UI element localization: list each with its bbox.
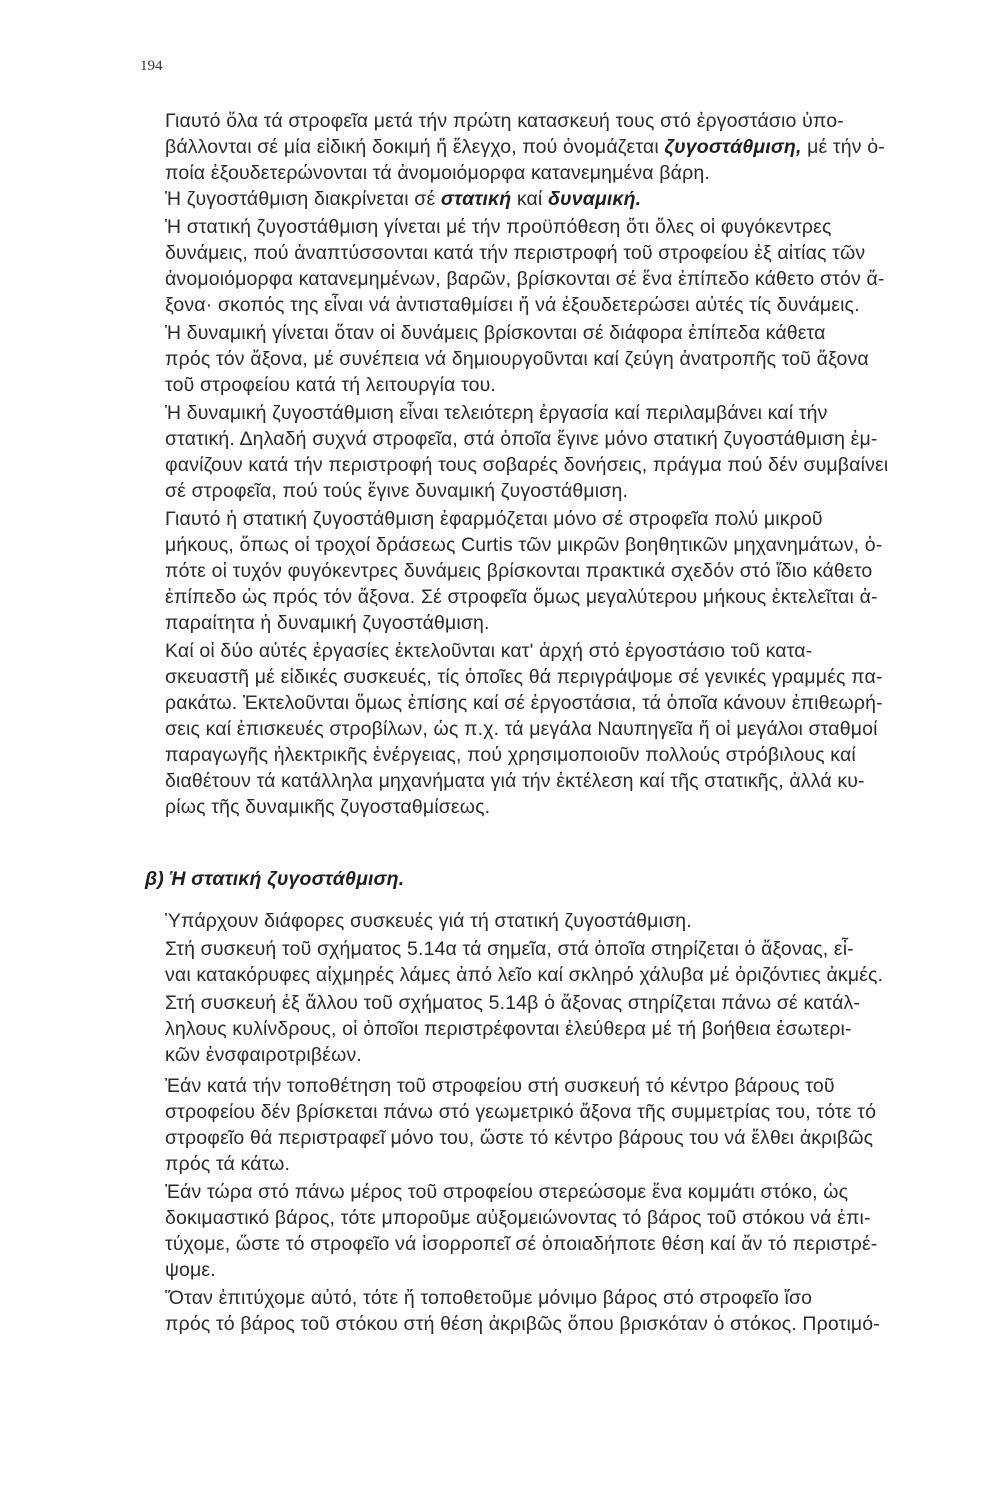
text-line: πότε οἱ τυχόν φυγόκεντρες δυνάμεις βρίσκονται πρακτικά σχεδόν στό ἴδιο κάθετο bbox=[165, 560, 873, 582]
term-dynamic: δυναμική. bbox=[547, 188, 642, 210]
text-line: ληλους κυλίνδρους, οἱ ὁποῖοι περιστρέφονται ἐλεύθερα μέ τή βοήθεια ἐσωτερι- bbox=[165, 1018, 852, 1040]
text-line: ρίως τῆς δυναμικῆς ζυγοσταθμίσεως. bbox=[165, 796, 491, 818]
term-static: στατική bbox=[440, 188, 512, 210]
text-line: δοκιμαστικό βάρος, τότε μποροῦμε αὐξομειώνοντας τό βάρος τοῦ στόκου νά ἐπι- bbox=[165, 1207, 871, 1229]
paragraph-11 bbox=[165, 1073, 955, 1177]
text-line: Ἡ στατική ζυγοστάθμιση γίνεται μέ τήν προϋπόθεση ὅτι ὅλες οἱ φυγόκεντρες bbox=[165, 216, 832, 238]
text-line: Ἡ δυναμική ζυγοστάθμιση εἶναι τελειότερη ἐργασία καί περιλαμβάνει καί τήν bbox=[165, 402, 828, 424]
paragraph-12 bbox=[165, 1179, 955, 1283]
text-line: στροφεῖο θά περιστραφεῖ μόνο του, ὥστε τό κέντρο βάρους του νά ἔλθει ἀκριβῶς bbox=[165, 1127, 874, 1149]
text-line: βάλλονται σέ μία εἰδική δοκιμή ἤ ἔλεγχο, πού ὀνομάζεται ζυγοστάθμιση, μέ τήν ὀ- bbox=[165, 136, 885, 158]
text-line: Γιαυτό ἡ στατική ζυγοστάθμιση ἐφαρμόζεται μόνο σέ στροφεῖα πολύ μικροῦ bbox=[165, 508, 823, 530]
text-line: Ἐάν κατά τήν τοποθέτηση τοῦ στροφείου στή συσκευή τό κέντρο βάρους τοῦ bbox=[165, 1075, 835, 1097]
text-line: Στή συσκευή τοῦ σχήματος 5.14α τά σημεῖα, στά ὁποῖα στηρίζεται ὁ ἄξονας, εἶ- bbox=[165, 938, 854, 960]
text-line: τύχομε, ὥστε τό στροφεῖο νά ἰσορροπεῖ σέ ὁποιαδήποτε θέση καί ἄν τό περιστρέ- bbox=[165, 1233, 878, 1255]
text-line: Ὅταν ἐπιτύχομε αὐτό, τότε ἤ τοποθετοῦμε μόνιμο βάρος στό στροφεῖο ἴσο bbox=[165, 1287, 813, 1309]
text-line: πρός τά κάτω. bbox=[165, 1153, 291, 1175]
section-heading: β) Ἡ στατική ζυγοστάθμιση. bbox=[145, 868, 405, 890]
text-line: ναι κατακόρυφες αἰχμηρές λάμες ἀπό λεῖο καί σκληρό χάλυβα μέ ὀριζόντιες ἀκμές. bbox=[165, 964, 884, 986]
paragraph-5 bbox=[165, 400, 955, 504]
term-zygostathmisi: ζυγοστάθμιση, bbox=[664, 136, 802, 158]
paragraph-7 bbox=[165, 638, 955, 820]
text-line: τοῦ στροφείου κατά τή λειτουργία του. bbox=[165, 374, 496, 396]
text-line: ρακάτω. Ἐκτελοῦνται ὅμως ἐπίσης καί σέ ἐργοστάσια, τά ὁποῖα κάνουν ἐπιθεωρή- bbox=[165, 692, 883, 714]
text-line: κῶν ἐνσφαιροτριβέων. bbox=[165, 1044, 362, 1066]
text-line: πρός τό βάρος τοῦ στόκου στή θέση ἀκριβῶς ὅπου βρισκόταν ὁ στόκος. Προτιμό- bbox=[165, 1313, 880, 1335]
paragraph-13 bbox=[165, 1285, 955, 1337]
text-line: Στή συσκευή ἐξ ἄλλου τοῦ σχήματος 5.14β ὁ ἄξονας στηρίζεται πάνω σέ κατάλ- bbox=[165, 992, 861, 1014]
text-line: παραίτητα ἡ δυναμική ζυγοστάθμιση. bbox=[165, 612, 490, 634]
text-line: διαθέτουν τά κατάλληλα μηχανήματα γιά τήν ἐκτέλεση καί τῆς στατικῆς, ἀλλά κυ- bbox=[165, 770, 865, 792]
text-line: ξονα· σκοπός της εἶναι νά ἀντισταθμίσει ἤ νά ἐξουδετερώσει αὐτές τίς δυνάμεις. bbox=[165, 294, 860, 316]
text-line: ποία ἐξουδετερώνονται τά ἀνομοιόμορφα κατανεμημένα βάρη. bbox=[165, 162, 710, 184]
body-text bbox=[145, 108, 955, 1337]
text-line: σεις καί ἐπισκευές στροβίλων, ὡς π.χ. τά μεγάλα Ναυπηγεῖα ἤ οἱ μεγάλοι σταθμοί bbox=[165, 718, 878, 740]
text-line: Ἡ δυναμική γίνεται ὅταν οἱ δυνάμεις βρίσκονται σέ διάφορα ἐπίπεδα κάθετα bbox=[165, 322, 826, 344]
paragraph-1 bbox=[165, 108, 955, 186]
text-line: στροφείου δέν βρίσκεται πάνω στό γεωμετρικό ἄξονα τῆς συμμετρίας του, τότε τό bbox=[165, 1101, 877, 1123]
text-line: παραγωγῆς ἠλεκτρικῆς ἐνέργειας, πού χρησιμοποιοῦν πολλούς στρόβιλους καί bbox=[165, 744, 856, 766]
paragraph-10 bbox=[165, 990, 955, 1068]
paragraph-2 bbox=[165, 186, 955, 212]
text-line: Γιαυτό ὅλα τά στροφεῖα μετά τήν πρώτη κατασκευή τους στό ἐργοστάσιο ὑπο- bbox=[165, 110, 844, 132]
text-line: σέ στροφεῖα, πού τούς ἔγινε δυναμική ζυγοστάθμιση. bbox=[165, 480, 629, 502]
paragraph-3 bbox=[165, 214, 955, 318]
text-line: Καί οἱ δύο αὐτές ἐργασίες ἐκτελοῦνται κατ' ἀρχή στό ἐργοστάσιο τοῦ κατα- bbox=[165, 640, 813, 662]
text-line: Ἡ ζυγοστάθμιση διακρίνεται σέ στατική καί δυναμική. bbox=[165, 188, 642, 210]
text-line: φανίζουν κατά τήν περιστροφή τους σοβαρές δονήσεις, πράγμα πού δέν συμβαίνει bbox=[165, 454, 889, 476]
text-line: μήκους, ὅπως οἱ τροχοί δράσεως Curtis τῶν μικρῶν βοηθητικῶν μηχανημάτων, ὁ- bbox=[165, 534, 883, 556]
text-line: Ὑπάρχουν διάφορες συσκευές γιά τή στατική ζυγοστάθμιση. bbox=[165, 910, 692, 932]
text-line: πρός τόν ἄξονα, μέ συνέπεια νά δημιουργοῦνται καί ζεύγη ἀνατροπῆς τοῦ ἄξονα bbox=[165, 348, 869, 370]
paragraph-9 bbox=[165, 936, 955, 988]
text-line: ἐπίπεδο ὡς πρός τόν ἄξονα. Σέ στροφεῖα ὅμως μεγαλύτερου μήκους ἐκτελεῖται ἀ- bbox=[165, 586, 878, 608]
paragraph-4 bbox=[165, 320, 955, 398]
text-line: ἀνομοιόμορφα κατανεμημένων, βαρῶν, βρίσκονται σέ ἕνα ἐπίπεδο κάθετο στόν ἄ- bbox=[165, 268, 885, 290]
text-line: στατική. Δηλαδή συχνά στροφεῖα, στά ὁποῖα ἔγινε μόνο στατική ζυγοστάθμιση ἐμ- bbox=[165, 428, 878, 450]
paragraph-8 bbox=[165, 908, 955, 934]
page-number: 194 bbox=[140, 58, 163, 74]
paragraph-6 bbox=[165, 506, 955, 636]
text-line: ψομε. bbox=[165, 1259, 216, 1281]
text-line: δυνάμεις, πού ἀναπτύσσονται κατά τήν περιστροφή τοῦ στροφείου ἐξ αἰτίας τῶν bbox=[165, 242, 866, 264]
text-line: Ἐάν τώρα στό πάνω μέρος τοῦ στροφείου στερεώσομε ἕνα κομμάτι στόκο, ὡς bbox=[165, 1181, 849, 1203]
text-line: σκευαστῆ μέ εἰδικές συσκευές, τίς ὁποῖες θά περιγράψομε σέ γενικές γραμμές πα- bbox=[165, 666, 883, 688]
